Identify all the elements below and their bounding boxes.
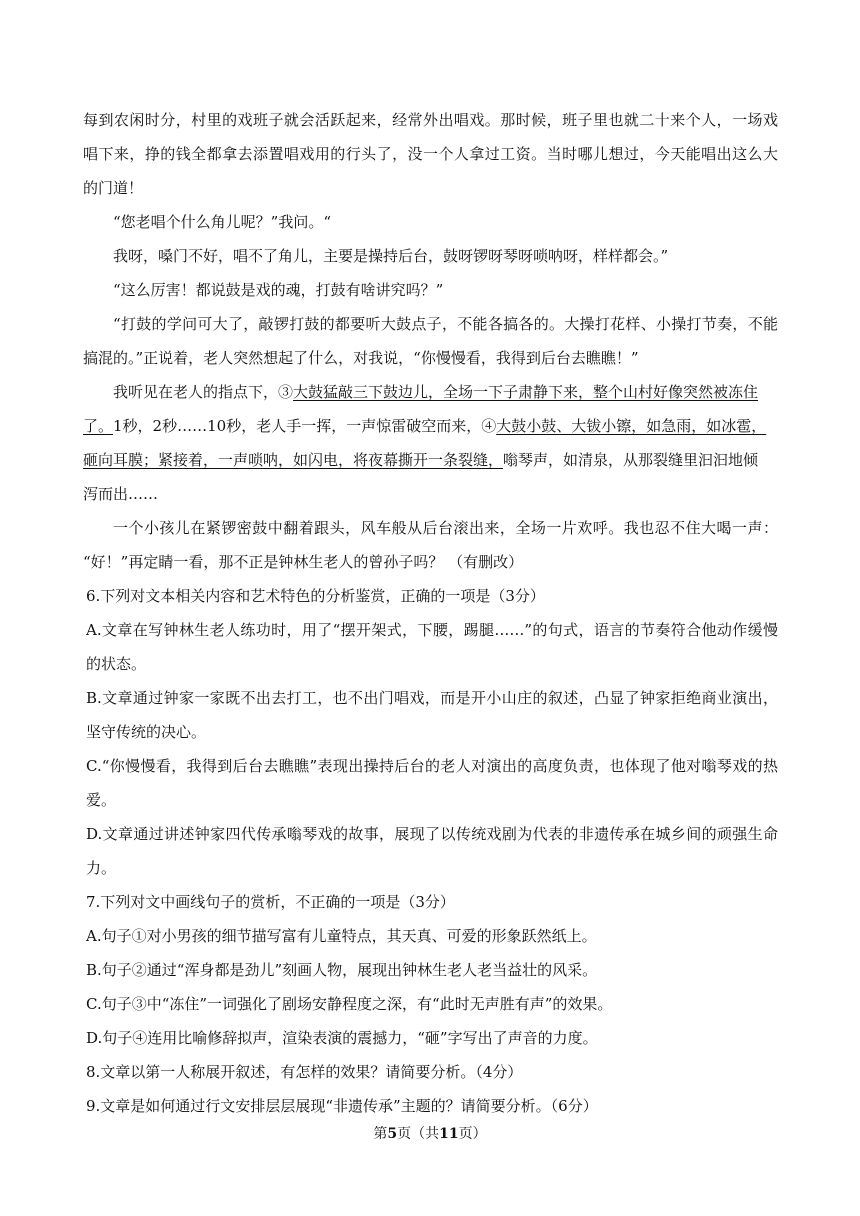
underlined-sentence-4: 大鼓小鼓、大钹小镲，如急雨，如冰雹， [496,417,767,435]
passage-line: 唱下来，挣的钱全都拿去添置唱戏用的行头了，没一个人拿过工资。当时哪儿想过，今天能唱出这么大 [83,145,778,163]
q7-option-b: B.句子②通过“浑身都是劲儿”刻画人物，展现出钟林生老人老当益壮的风采。 [86,961,598,979]
passage-line: “打鼓的学问可大了，敲锣打鼓的都要听大鼓点子，不能各搞各的。大操打花样、小操打节奏，不能 [113,315,778,333]
question-6-stem: 6.下列对文本相关内容和艺术特色的分析鉴赏，正确的一项是（3分） [86,587,545,605]
underlined-sentence-3: 大鼓猛敲三下鼓边儿，全场一下子肃静下来，整个山村好像突然被冻住 [293,383,759,401]
passage-line [113,382,758,402]
passage-line: 我呀，嗓门不好，唱不了角儿，主要是操持后台，鼓呀锣呀琴呀唢呐呀，样样都会。” [113,247,669,265]
question-8: 8.文章以第一人称展开叙述，有怎样的效果？请简要分析。（4分） [86,1063,523,1081]
page-number: 5 [387,1126,398,1142]
q6-option-d-cont: 力。 [86,859,117,877]
passage-line: 泻而出…… [83,485,159,503]
q7-option-a: A.句子①对小男孩的细节描写富有儿童特点，其天真、可爱的形象跃然纸上。 [86,927,597,945]
passage-line: “好！”再定睛一看，那不正是钟林生老人的曾孙子吗？ （有删改） [83,553,524,571]
passage-text: 我听见在老人的指点下，③ [113,383,294,401]
passage-line: 一个小孩儿在紧锣密鼓中翻着跟头，风车般从后台滚出来，全场一片欢呼。我也忍不住大喝一声： [113,519,778,537]
question-7-stem: 7.下列对文中画线句子的赏析，不正确的一项是（3分） [86,893,455,911]
underlined-sentence-3-end: 了。 [83,417,114,435]
passage-line: 每到农闲时分，村里的戏班子就会活跃起来，经常外出唱戏。那时候，班子里也就二十来个人，一场戏 [83,111,778,129]
passage-line [83,450,758,470]
passage-line [83,416,766,436]
q6-option-a: A.文章在写钟林生老人练功时，用了“摆开架式，下腰，踢腿……”的句式，语言的节奏符合他动作缓慢 [86,621,778,639]
footer-text: 第 [373,1126,388,1142]
q7-option-d: D.句子④连用比喻修辞拟声，渲染表演的震撼力，“砸”字写出了声音的力度。 [86,1029,598,1047]
q6-option-c-cont: 爱。 [86,791,117,809]
q6-option-b-cont: 坚守传统的决心。 [86,723,207,741]
q6-option-a-cont: 的状态。 [86,655,147,673]
q6-option-b: B.文章通过钟家一家既不出去打工，也不出门唱戏，而是开小山庄的叙述，凸显了钟家拒绝商业演出， [86,689,778,707]
passage-line: “这么厉害！都说鼓是戏的魂，打鼓有啥讲究吗？” [113,281,444,299]
passage-line: “您老唱个什么角儿呢？”我问。“ [113,213,332,231]
q7-option-c: C.句子③中“冻住”一词强化了剧场安静程度之深，有“此时无声胜有声”的效果。 [86,995,613,1013]
question-9: 9.文章是如何通过行文安排层层展现“非遗传承”主题的？请简要分析。（6分） [86,1097,598,1115]
total-pages: 11 [439,1126,459,1142]
underlined-sentence-4-end: 砸向耳膜；紧接着，一声唢呐，如闪电，将夜幕撕开一条裂缝， [83,451,504,469]
footer-text: 页（共 [397,1126,440,1142]
passage-line: 的门道！ [83,179,144,197]
footer-text: 页） [458,1126,487,1142]
passage-line: 搞混的。”正说着，老人突然想起了什么，对我说，“你慢慢看，我得到后台去瞧瞧！” [83,349,639,367]
page-footer [0,1125,860,1143]
q6-option-c: C.“你慢慢看，我得到后台去瞧瞧”表现出操持后台的老人对演出的高度负责，也体现了他对嗡琴戏的热 [86,757,778,775]
passage-text: 嗡琴声，如清泉，从那裂缝里汩汩地倾 [503,451,759,469]
passage-text: 1秒，2秒……10秒，老人手一挥，一声惊雷破空而来，④ [113,417,497,435]
q6-option-d: D.文章通过讲述钟家四代传承嗡琴戏的故事，展现了以传统戏剧为代表的非遗传承在城乡间的顽强生命 [86,825,778,843]
